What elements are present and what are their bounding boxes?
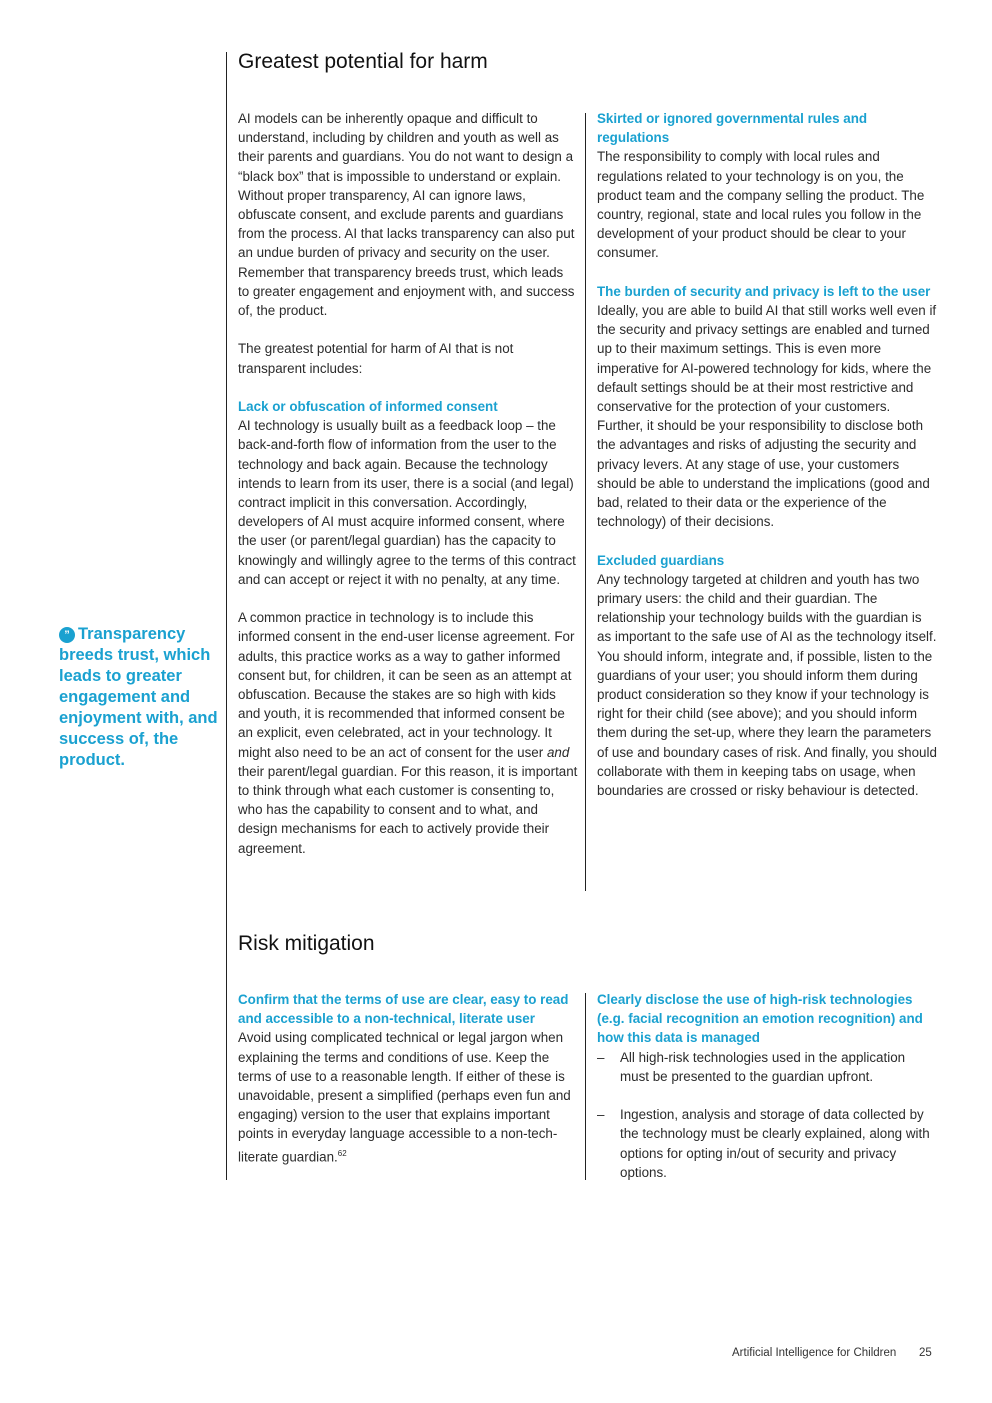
subheading-informed-consent: Lack or obfuscation of informed consent [238, 399, 498, 415]
terms-of-use-text: Avoid using complicated technical or legal jargon when explaining the terms and conditions of use. Keep the terms of use to a reasonable length. If either of these is unavoidable, present a simplified (perhaps even fun and engaging) version to the user that explains important points in everyday language accessible to a non-tech-literate guardian. [238, 1030, 571, 1165]
informed-consent-paragraph-2 [238, 608, 578, 858]
terms-of-use-body [238, 1028, 578, 1166]
para2-text-b: their parent/legal guardian. For this reason, it is important to think through what each customer is consenting to, who has the capability to consent and to what, and design mechanisms for each to actively provide their agreement. [238, 763, 578, 856]
para2-text-a: A common practice in technology is to include this informed consent in the end-user license agreement. For adults, this practice works as a way to gather informed consent but, for children, it can be seen as an attempt at obfuscation. Because the stakes are so high with kids and youth, it is recommended that informed consent be an explicit, even celebrated, act in your technology. It might also need to be an act of consent for the user [238, 610, 575, 760]
subheading-security-privacy: The burden of security and privacy is left to the user [597, 283, 931, 299]
section-title-risk-mitigation: Risk mitigation [238, 932, 375, 955]
left-margin-rule [226, 52, 227, 1180]
risk-left-column [238, 990, 578, 1166]
footer-report-title: Artificial Intelligence for Children [732, 1347, 897, 1359]
section-title-harm: Greatest potential for harm [238, 50, 488, 73]
subheading-terms-of-use: Confirm that the terms of use are clear, easy to read and accessible to a non-technical, literate user [238, 992, 569, 1027]
footnote-marker: 62 [337, 1148, 347, 1158]
list-item-text: Ingestion, analysis and storage of data collected by the technology must be clearly explained, along with options for opting in/out of security and privacy options. [620, 1107, 930, 1180]
list-dash: – [597, 1107, 605, 1123]
subheading-governmental-rules: Skirted or ignored governmental rules and regulations [597, 111, 868, 146]
harm-left-column [238, 109, 578, 858]
column-divider-2 [585, 993, 586, 1180]
risk-right-column [597, 990, 937, 1182]
para2-emphasis: and [546, 744, 570, 760]
column-divider-1 [585, 113, 586, 891]
subheading-excluded-guardians: Excluded guardians [597, 552, 725, 568]
footer-page-number: 25 [919, 1347, 932, 1359]
list-item [597, 1048, 937, 1086]
pull-quote-text: Transparency breeds trust, which leads to greater engagement and enjoyment with, and success of, the product. [59, 625, 218, 769]
harm-right-column [597, 109, 937, 800]
list-item [597, 1105, 937, 1182]
intro-paragraph: AI models can be inherently opaque and difficult to understand, including by children and youth as well as their parents and guardians. You do not want to design a “black box” that is impossible to understand or explain. Without proper transparency, AI can ignore laws, obfuscate consent, and exclude parents and guardians from the process. AI that lacks transparency can also put an undue burden of privacy and security on the user. Remember that transparency breeds trust, which leads to greater engagement and enjoyment with, and success of, the product. [238, 111, 575, 319]
excluded-guardians-body: Any technology targeted at children and youth has two primary users: the child and their guardian. The relationship your technology builds with the guardian is as important to the safe use of AI as the technology itself. You should inform, integrate and, if possible, listen to the guardians of your user; you should inform them during product consideration so they know if your technology is right for their child (see above); and you should inform them during the set-up, where they learn the parameters of use and boundary cases of risk. And finally, you should collaborate with them in keeping tabs on usage, when boundaries are crossed or risky behaviour is detected. [597, 571, 937, 799]
list-item-text: All high-risk technologies used in the application must be presented to the guardian upfront. [620, 1049, 906, 1084]
subheading-high-risk-tech: Clearly disclose the use of high-risk technologies (e.g. facial recognition an emotion recognition) and how this data is managed [597, 992, 923, 1046]
lead-paragraph: The greatest potential for harm of AI that is not transparent includes: [238, 341, 514, 376]
quote-icon: ” [59, 627, 75, 643]
security-privacy-body: Ideally, you are able to build AI that still works well even if the security and privacy settings are enabled and turned up to their maximum settings. This is even more imperative for AI-powered technology for kids, where the default settings should be at their most restrictive and conservative for the protection of your customers. Further, it should be your responsibility to disclose both the advantages and risks of adjusting the security and privacy levers. At any stage of use, your customers should be able to understand the implications (good and bad, related to their data or the experience of the technology) of their decisions. [597, 303, 937, 530]
pull-quote [59, 624, 219, 771]
governmental-rules-body: The responsibility to comply with local rules and regulations related to your technology is on you, the product team and the company selling the product. The country, regional, state and local rules you follow in the development of your product should be clear to your consumer. [597, 149, 925, 261]
list-dash: – [597, 1049, 605, 1065]
informed-consent-body: AI technology is usually built as a feedback loop – the back-and-forth flow of information from the user to the technology and back again. Because the technology intends to learn from its user, there is a social (and legal) contract implicit in this conversation. Accordingly, developers of AI must acquire informed consent, where the user (or parent/legal guardian) has the capacity to knowingly and willingly agree to the terms of this contract and can accept or reject it with no penalty, at any time. [238, 418, 576, 587]
